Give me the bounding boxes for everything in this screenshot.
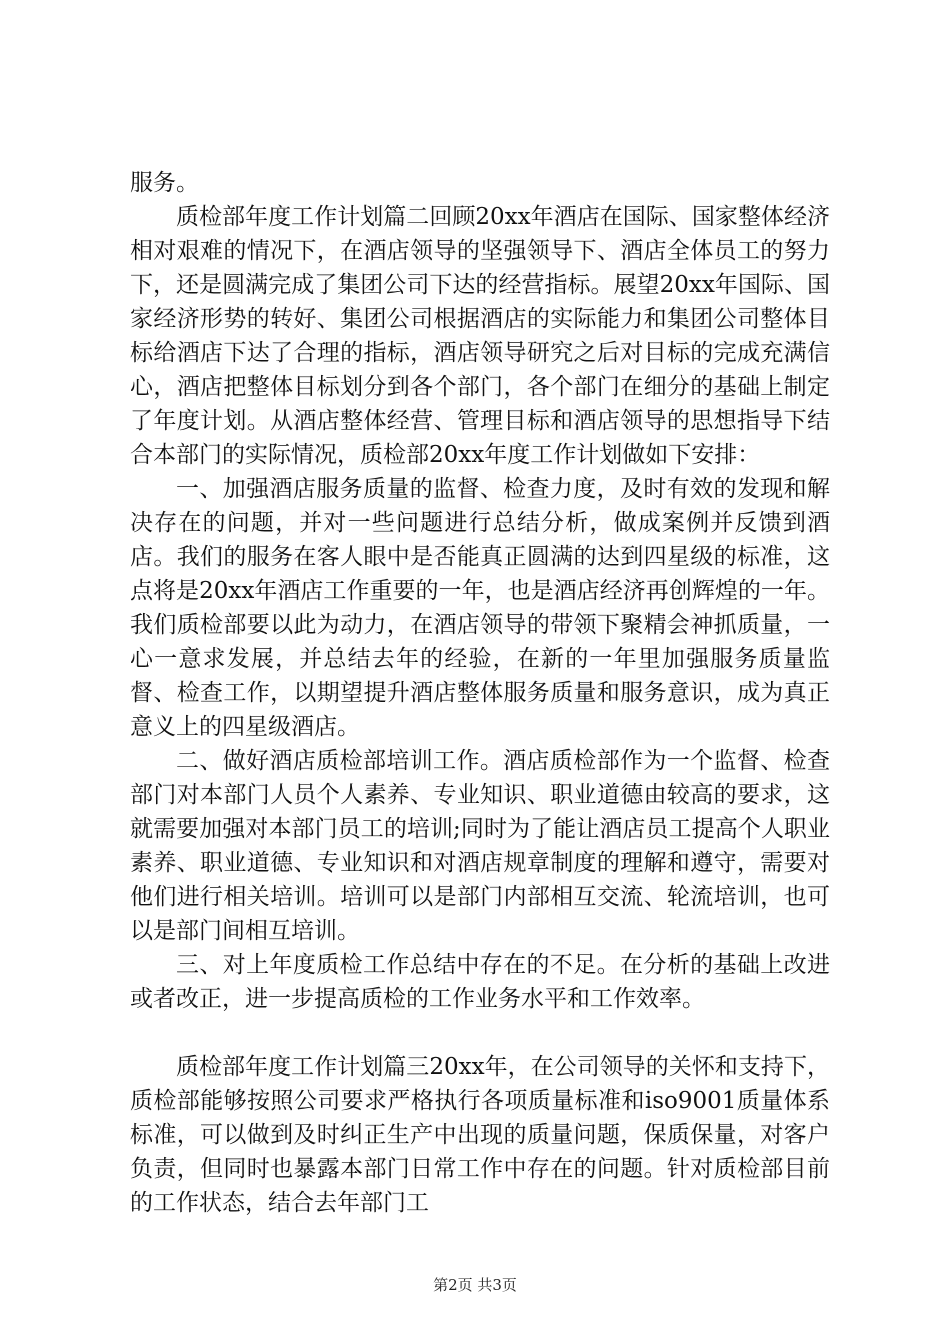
paragraph-plan-part-three-intro: 质检部年度工作计划篇三20xx年，在公司领导的关怀和支持下，质检部能够按照公司要求严格执行各项质量标准和iso9001质量体系标准，可以做到及时纠正生产中出现的质量问题，保质保量，对客户负责，但同时也暴露本部门日常工作中存在的问题。针对质检部目前的工作状态，结合去年部门工 [130,1054,830,1216]
paragraph-item-one: 一、加强酒店服务质量的监督、检查力度，及时有效的发现和解决存在的问题，并对一些问题进行总结分析，做成案例并反馈到酒店。我们的服务在客人眼中是否能真正圆满的达到四星级的标准，这点将是20xx年酒店工作重要的一年，也是酒店经济再创辉煌的一年。我们质检部要以此为动力，在酒店领导的带领下聚精会神抓质量，一心一意求发展，并总结去年的经验，在新的一年里加强服务质量监督、检查工作，以期望提升酒店整体服务质量和服务意识，成为真正意义上的四星级酒店。 [130,476,830,740]
paragraph-continuation: 服务。 [130,170,199,196]
page-number-footer: 第2页 共3页 [433,1276,517,1294]
paragraph-item-three: 三、对上年度质检工作总结中存在的不足。在分析的基础上改进或者改正，进一步提高质检的工作业务水平和工作效率。 [130,952,830,1012]
paragraph-item-two: 二、做好酒店质检部培训工作。酒店质检部作为一个监督、检查部门对本部门人员个人素养、专业知识、职业道德由较高的要求，这就需要加强对本部门员工的培训;同时为了能让酒店员工提高个人职业素养、职业道德、专业知识和对酒店规章制度的理解和遵守，需要对他们进行相关培训。培训可以是部门内部相互交流、轮流培训，也可以是部门间相互培训。 [130,748,830,944]
paragraph-plan-part-two-intro: 质检部年度工作计划篇二回顾20xx年酒店在国际、国家整体经济相对艰难的情况下，在酒店领导的坚强领导下、酒店全体员工的努力下，还是圆满完成了集团公司下达的经营指标。展望20xx年国际、国家经济形势的转好、集团公司根据酒店的实际能力和集团公司整体目标给酒店下达了合理的指标，酒店领导研究之后对目标的完成充满信心，酒店把整体目标划分到各个部门，各个部门在细分的基础上制定了年度计划。从酒店整体经营、管理目标和酒店领导的思想指导下结合本部门的实际情况，质检部20xx年度工作计划做如下安排： [130,204,830,468]
document-body [130,166,830,1220]
